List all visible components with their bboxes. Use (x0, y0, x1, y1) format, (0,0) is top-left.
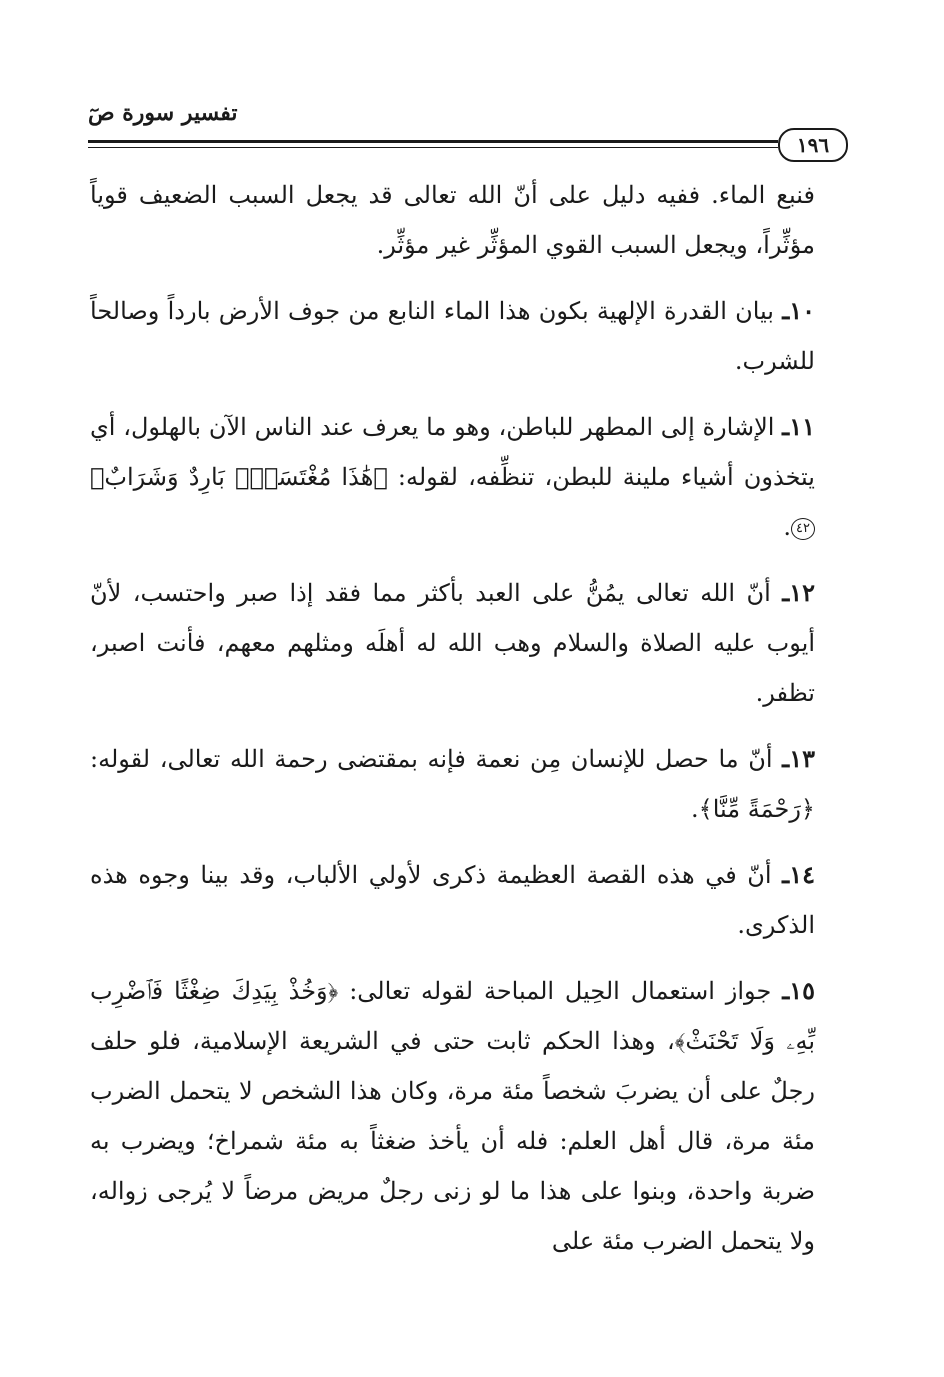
paragraph-number: ١٠ـ (782, 296, 815, 325)
paragraph-tail: ، وهذا الحكم ثابت حتى في الشريعة الإسلامية، فلو حلف رجلٌ على أن يضربَ شخصاً مئة مرة، وكان هذا الشخص لا يتحمل الضرب مئة مرة، قال أهل العلم: فله أن يأخذ ضغثاً به مئة شمراخ؛ ويضرب به ضربة واحدة، وبنوا على هذا ما لو زنى رجلٌ مريض مرضاً لا يُرجى زواله، ولا يتحمل الضرب مئة على (90, 1027, 815, 1255)
paragraph-number: ١٢ـ (782, 578, 815, 607)
quran-quote: ﴿وَخُذْ بِيَدِكَ ضِغْثًا فَٱضْرِب بِّهِۦ وَلَا تَحْنَثْ﴾ (90, 977, 815, 1055)
paragraph-15 (90, 966, 815, 1266)
paragraph-text: بيان القدرة الإلهية بكون هذا الماء النابع من جوف الأرض بارداً وصالحاً للشرب. (90, 297, 815, 375)
page-number: ١٩٦ (778, 128, 848, 162)
paragraph-text: أنّ ما حصل للإنسان مِن نعمة فإنه بمقتضى رحمة الله تعالى، لقوله: (90, 745, 773, 773)
running-title: تفسير سورة صٓ (88, 100, 238, 126)
paragraph-text: جواز استعمال الحِيل المباحة لقوله تعالى: (349, 977, 772, 1005)
paragraph-text: أنّ في هذه القصة العظيمة ذكرى لأولي الألباب، وقد بينا وجوه هذه الذكرى. (90, 861, 815, 939)
paragraph-13 (90, 734, 815, 834)
ayah-number-mark: ٤٢ (791, 518, 815, 540)
quran-quote: ﴿هَٰذَا مُغْتَسَلٌۢ بَارِدٌ وَشَرَابٌ﴾ (90, 463, 388, 491)
paragraph-number: ١٥ـ (782, 976, 815, 1005)
paragraph-12 (90, 568, 815, 718)
paragraph-text: فنبع الماء. ففيه دليل على أنّ الله تعالى قد يجعل السبب الضعيف قوياً مؤثِّراً، ويجعل السبب القوي المؤثِّر غير مؤثِّر. (90, 181, 815, 259)
paragraph-intro (90, 170, 815, 270)
paragraph-tail: . (783, 513, 792, 541)
quran-quote: ﴿رَحْمَةً مِّنَّا﴾ (698, 795, 815, 823)
paragraph-number: ١٤ـ (782, 860, 815, 889)
paragraph-number: ١٣ـ (782, 744, 815, 773)
paragraph-14 (90, 850, 815, 950)
paragraph-text: الإشارة إلى المطهر للباطن، وهو ما يعرف عند الناس الآن بالهلول، أي يتخذون أشياء ملينة للبطن، تنظِّفه، لقوله: (90, 413, 815, 491)
paragraph-number: ١١ـ (782, 412, 815, 441)
header-rule-thin (88, 147, 778, 148)
page-body (90, 170, 815, 1282)
page-header (88, 100, 848, 164)
paragraph-text: أنّ الله تعالى يمُنُّ على العبد بأكثر مما فقد إذا صبر واحتسب، لأنّ أيوب عليه الصلاة والسلام وهب الله له أهلَه ومثلهم معهم، فأنت اصبر، تظفر. (90, 579, 816, 707)
header-rule (88, 140, 778, 143)
paragraph-10 (90, 286, 815, 386)
paragraph-tail: . (691, 795, 699, 823)
paragraph-11 (90, 402, 815, 552)
